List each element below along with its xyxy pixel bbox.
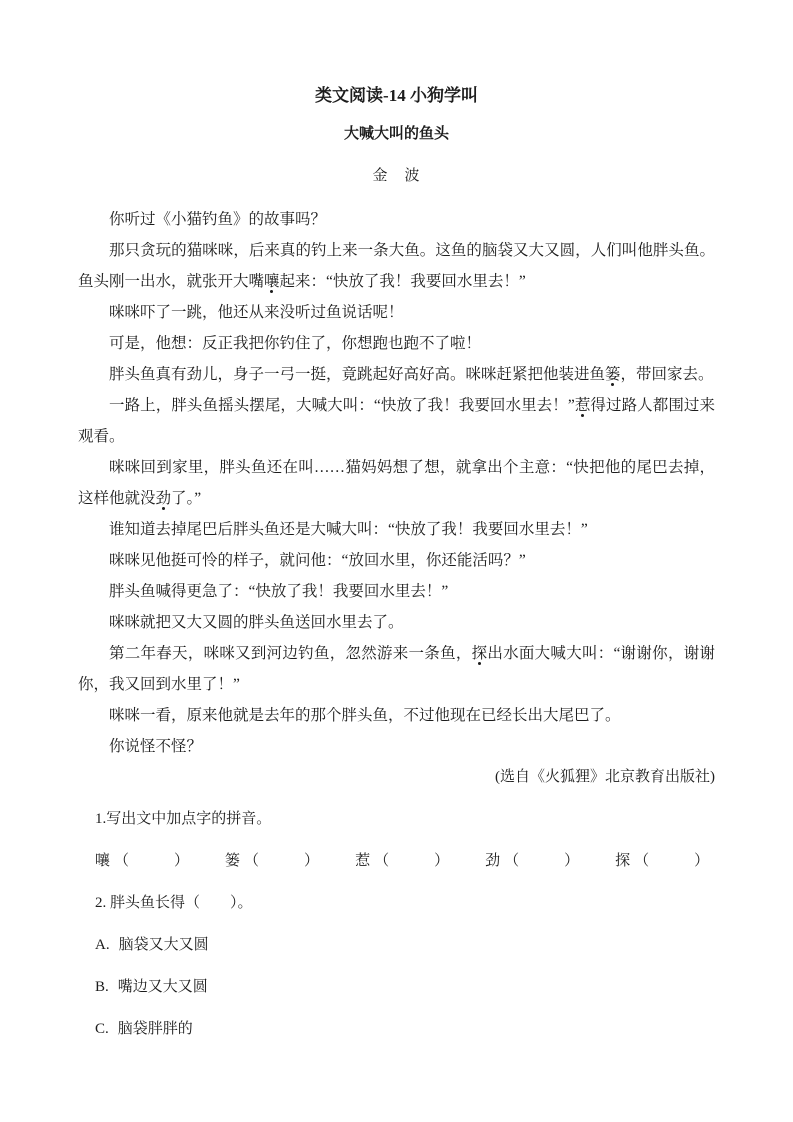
option-key: B. xyxy=(95,979,109,995)
pinyin-char: 劲 xyxy=(485,853,501,869)
story-text: 咪咪一看，原来他就是去年的那个胖头鱼，不过他现在已经长出大尾巴了。 xyxy=(109,707,621,724)
story-text: 可是，他想：反正我把你钓住了，你想跑也跑不了啦！ xyxy=(109,335,482,352)
option-text: 脑袋又大又圆 xyxy=(118,937,209,953)
question-2-label: 2. 胖头鱼长得（ ）。 xyxy=(95,895,253,911)
story-paragraph xyxy=(78,204,715,235)
emphasized-char: 探 xyxy=(471,645,488,662)
source-attribution: (选自《火狐狸》北京教育出版社) xyxy=(495,769,715,785)
story-text: 咪咪见他挺可怜的样子，就问他：“放回水里，你还能活吗？” xyxy=(109,552,526,569)
option-row xyxy=(95,1019,715,1039)
story-paragraph xyxy=(78,638,715,700)
story-paragraph xyxy=(78,700,715,731)
story-text: 起来：“快放了我！我要回水里去！” xyxy=(279,273,526,290)
option-row xyxy=(95,935,715,955)
pinyin-char: 嚷 xyxy=(95,853,111,869)
story-paragraph xyxy=(78,390,715,452)
article-title: 大喊大叫的鱼头 xyxy=(343,126,449,142)
story-text: 咪咪回到家里，胖头鱼还在叫……猫妈妈想了想，就拿出个主意：“快把他的尾巴去掉，这样他就没 xyxy=(78,459,715,507)
question-1-label: 1.写出文中加点字的拼音。 xyxy=(95,811,272,827)
question-1-pinyin-row xyxy=(95,851,715,871)
pinyin-item xyxy=(95,851,189,871)
pinyin-item xyxy=(355,851,449,871)
story-paragraph xyxy=(78,514,715,545)
option-key: C. xyxy=(95,1021,109,1037)
story-text: 胖头鱼真有劲儿，身子一弓一挺，竟跳起好高好高。咪咪赶紧把他装进鱼 xyxy=(109,366,606,383)
pinyin-blank: （ ） xyxy=(244,853,320,869)
pinyin-blank: （ ） xyxy=(114,853,190,869)
story-text: 你说怪不怪？ xyxy=(109,738,203,755)
pinyin-blank: （ ） xyxy=(374,853,450,869)
option-row xyxy=(95,977,715,997)
story-text: 那只贪玩的猫咪咪，后来真的钓上来一条大鱼。这鱼的脑袋又大又圆，人们叫他胖头鱼。鱼头刚一出水，就张开大嘴 xyxy=(78,242,715,290)
story-paragraph xyxy=(78,297,715,328)
story-paragraph xyxy=(78,545,715,576)
story-text: 咪咪吓了一跳，他还从来没听过鱼说话呢！ xyxy=(109,304,404,321)
story-paragraph xyxy=(78,235,715,297)
story-paragraph xyxy=(78,452,715,514)
pinyin-item xyxy=(225,851,319,871)
story-paragraph xyxy=(78,607,715,638)
article-author: 金 波 xyxy=(372,168,421,184)
story-text: 出水面大喊大叫：“谢谢你，谢谢你，我又回到水里了！” xyxy=(78,645,715,693)
story-body xyxy=(78,204,715,762)
pinyin-char: 篓 xyxy=(225,853,241,869)
emphasized-char: 惹 xyxy=(574,397,591,414)
story-text: 胖头鱼喊得更急了：“快放了我！我要回水里去！” xyxy=(109,583,449,600)
story-text: 一路上，胖头鱼摇头摆尾，大喊大叫：“快放了我！我要回水里去！” xyxy=(109,397,575,414)
story-text: ，带回家去。 xyxy=(620,366,714,383)
option-text: 脑袋胖胖的 xyxy=(117,1021,193,1037)
pinyin-blank: （ ） xyxy=(634,853,710,869)
story-text: 得过路人都围过来观看。 xyxy=(78,397,715,445)
story-text: 咪咪就把又大又圆的胖头鱼送回水里去了。 xyxy=(109,614,404,631)
story-text: 谁知道去掉尾巴后胖头鱼还是大喊大叫：“快放了我！我要回水里去！” xyxy=(109,521,588,538)
option-text: 嘴边又大又圆 xyxy=(117,979,208,995)
story-paragraph xyxy=(78,359,715,390)
story-text: 第二年春天，咪咪又到河边钓鱼，忽然游来一条鱼， xyxy=(109,645,472,662)
pinyin-char: 惹 xyxy=(355,853,371,869)
emphasized-char: 嚷 xyxy=(264,273,280,290)
pinyin-item xyxy=(485,851,579,871)
pinyin-item xyxy=(615,851,709,871)
story-text: 了。” xyxy=(171,490,202,507)
questions-section xyxy=(78,809,715,1039)
story-text: 你听过《小猫钓鱼》的故事吗？ xyxy=(109,211,327,228)
page-title: 类文阅读-14 小狗学叫 xyxy=(315,86,478,105)
pinyin-blank: （ ） xyxy=(504,853,580,869)
story-paragraph xyxy=(78,576,715,607)
option-key: A. xyxy=(95,937,110,953)
question-2-options xyxy=(95,935,715,1039)
story-paragraph xyxy=(78,731,715,762)
emphasized-char: 劲 xyxy=(155,490,172,507)
pinyin-char: 探 xyxy=(615,853,631,869)
emphasized-char: 篓 xyxy=(605,366,621,383)
story-paragraph xyxy=(78,328,715,359)
